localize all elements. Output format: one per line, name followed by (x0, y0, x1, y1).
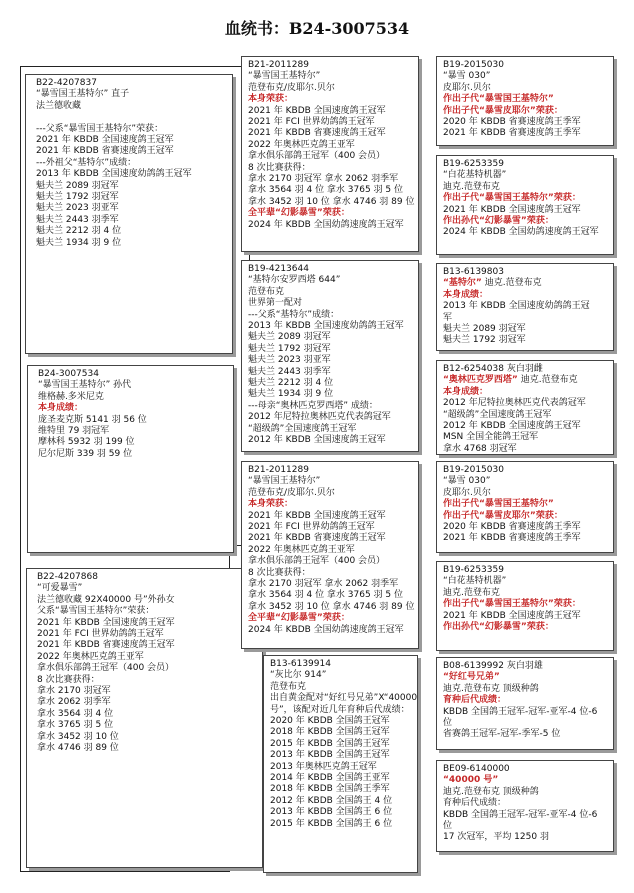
card-line: “超级鸽”全国速度鸽王冠军 (248, 423, 357, 434)
ring-number: B24-3007534 (38, 369, 99, 379)
card-line: 2018 年 KBDB 全国鸽王冠军 (270, 727, 390, 738)
card-line: 拿水 2170 羽冠军 拿水 2062 羽季军 (248, 174, 399, 185)
card-line: 2021 年 KBDB 全国速度鸽王冠军 (443, 204, 581, 215)
card-line: 本身成绩： (443, 386, 489, 397)
card-line: 全平辈“幻影暴雪”荣获： (248, 208, 350, 219)
card-line: 魁夫兰 2089 羽冠军 (443, 324, 526, 335)
card-line: “暴雪国王基特尔” 孙代 (38, 380, 132, 391)
card-line: 2013 年 KBDB 全国速度幼鸽鸽王冠军 (248, 321, 404, 332)
card-line: 尼尔尼斯 339 羽 59 位 (38, 448, 133, 459)
card-line: 作出子代“暴雪国王基特尔” (443, 94, 554, 105)
card-line: 2014 年 KBDB 全国鸽王亚军 (270, 773, 390, 784)
card-line: 全平辈“幻影暴雪”荣获： (248, 613, 350, 624)
ring-number: B08-6139992 灰白羽雄 (443, 661, 543, 671)
card-line: 迪克.范登布克 (443, 181, 500, 192)
card-line: 2013 年 KBDB 全国鸽王冠军 (270, 750, 390, 761)
card-line: “暴雪国王基特尔” (248, 71, 321, 82)
ancestor-card-6 (436, 561, 614, 651)
card-line: 2012 年尼特拉奥林匹克代表鸽冠军 (443, 398, 586, 409)
card-line: 作出子代“暴雪国王基特尔”荣获： (443, 599, 581, 610)
card-line: 2024 年 KBDB 全国幼鸽速度鸽王冠军 (248, 624, 404, 635)
card-line: 迪克.范登布克 顶级种鸽 (443, 683, 539, 694)
card-line: 魁夫兰 2089 羽冠军 (36, 180, 119, 191)
ring-number: B19-6253359 (443, 159, 504, 169)
card-line: 拿水 4768 羽冠军 (443, 443, 517, 454)
card-line: 魁夫兰 2023 羽亚军 (36, 203, 119, 214)
card-line: 本身荣获： (248, 94, 294, 105)
card-line: 拿水 3452 羽 10 位 拿水 4746 羽 89 位 (248, 601, 415, 612)
card-line: “暴雪国王基特尔” 直子 (36, 89, 130, 100)
card-line: 2021 年 KBDB 省赛速度鸽王冠军 (37, 640, 175, 651)
card-line: KBDB 全国鸽王冠军-冠军-亚军-4 位-6 (443, 706, 598, 717)
ring-number: B22-4207868 (37, 572, 98, 582)
card-line: 育种后代成绩： (443, 695, 507, 706)
card-line: 位 (443, 718, 453, 729)
card-line: 2021 年 KBDB 省赛速度鸽王季军 (443, 128, 581, 139)
card-line: 拿水 3452 羽 10 位 拿水 4746 羽 89 位 (248, 196, 415, 207)
ring-number: B19-6253359 (443, 565, 504, 575)
card-line: 魁夫兰 2212 羽 4 位 (36, 226, 122, 237)
card-line: 2012 年 KBDB 全国速度鸽王冠军 (443, 421, 581, 432)
ring-number: B19-4213644 (248, 264, 309, 274)
card-line: 维格赫.多米尼克 (38, 391, 104, 402)
card-line: 迪克.范登布克 顶级种鸽 (443, 786, 539, 797)
card-line: 2021 年 KBDB 省赛速度鸽王冠军 (248, 128, 386, 139)
card-line: “暴雪国王基特尔” (248, 476, 321, 487)
card-line: 2021 年 KBDB 省赛速度鸽王冠军 (248, 533, 386, 544)
ring-number: B22-4207837 (36, 78, 97, 88)
card-line: 2021 年 KBDB 全国速度鸽王冠军 (36, 135, 174, 146)
ancestor-card-1 (436, 56, 614, 146)
card-line: 8 次比赛获得： (37, 674, 100, 685)
ring-number: BE09-6140000 (443, 764, 510, 774)
card-line: MSN 全国全能鸽王冠军 (443, 432, 539, 443)
card-line: 2021 年 KBDB 省赛速度鸽王季军 (443, 533, 581, 544)
card-line: 2013 年 KBDB 全国速度幼鸽鸽王冠军 (36, 169, 192, 180)
card-line: 范登布克 (270, 681, 307, 692)
card-line: 省赛鸽王冠军-冠军-季军-5 位 (443, 729, 561, 740)
card-line: 魁夫兰 2023 羽亚军 (248, 355, 331, 366)
ancestor-card-7 (436, 657, 614, 750)
card-line: 世界第一配对 (248, 298, 303, 309)
card-line: ---父系“暴雪国王基特尔”荣获： (36, 123, 164, 134)
grandparent-card-1 (241, 56, 419, 252)
ring-number: B19-2015030 (443, 465, 504, 475)
card-line: 魁夫兰 1792 羽冠军 (248, 343, 331, 354)
card-line: 作出孙代“幻影暴雪”荣获： (443, 622, 554, 633)
card-line (36, 112, 226, 123)
card-line: 号”，该配对近几年育种后代成绩： (270, 704, 410, 715)
card-line: 育种后代成绩： (443, 798, 507, 809)
ancestor-card-4 (436, 360, 614, 455)
card-line: 作出孙代“幻影暴雪”荣获： (443, 216, 554, 227)
card-line: 作出子代“暴雪国王基特尔” (443, 499, 554, 510)
card-line: “基特尔安罗西塔 644” (248, 275, 341, 286)
card-line: “可爱暴雪” (37, 583, 83, 594)
connector-line (20, 871, 230, 872)
card-line: 本身成绩： (443, 289, 489, 300)
card-line: 拿水 2170 羽冠军 拿水 2062 羽季军 (248, 579, 399, 590)
card-line: 2012 年 KBDB 全国鸽王 4 位 (270, 795, 393, 806)
card-line: “暴雪 030” (443, 71, 491, 82)
ring-number: B21-2011289 (248, 465, 309, 475)
card-line: 拿水 3765 羽 5 位 (37, 720, 114, 731)
card-line: 拿水 3452 羽 10 位 (37, 731, 119, 742)
card-line: 魁夫兰 1934 羽 9 位 (248, 389, 334, 400)
ancestor-card-3 (436, 263, 614, 351)
card-line: 2021 年 FCI 世界幼鸽鸽王冠军 (248, 522, 375, 533)
card-line: 作出子代“暴雪皮耶尔”荣获： (443, 510, 563, 521)
card-line: 2024 年 KBDB 全国幼鸽速度鸽王冠军 (248, 219, 404, 230)
dam-card (26, 568, 263, 868)
page-title: 血统书：B24-3007534 (224, 19, 410, 38)
card-line: “超级鸽”全国速度鸽王冠军 (443, 409, 552, 420)
pigeon-name: “基特尔” (443, 278, 482, 289)
card-line: 2015 年 KBDB 全国鸽王冠军 (270, 738, 390, 749)
card-line: 魁夫兰 2089 羽冠军 (248, 332, 331, 343)
card-line: 魁夫兰 2212 羽 4 位 (248, 378, 334, 389)
card-line: 维特里 79 羽冠军 (38, 426, 110, 437)
card-line: 摩林科 5932 羽 199 位 (38, 437, 135, 448)
card-line: 2018 年 KBDB 全国鸽王季军 (270, 784, 390, 795)
card-line: 2022 年奥林匹克鸽王亚军 (37, 651, 144, 662)
card-line: 魁夫兰 1792 羽冠军 (443, 335, 526, 346)
card-line: 2013 年奥林匹克鸽王冠军 (270, 761, 377, 772)
card-line: 军 (443, 312, 453, 323)
card-line: 2012 年 KBDB 全国速度鸽王冠军 (248, 435, 386, 446)
card-line: ---父系“基特尔”成绩： (248, 309, 340, 320)
card-line: 拿水俱乐部鸽王冠军（400 会员） (248, 151, 386, 162)
card-line: 2021 年 KBDB 全国速度鸽王冠军 (248, 510, 386, 521)
card-line: 2020 年 KBDB 省赛速度鸽王季军 (443, 522, 581, 533)
sire-card (25, 74, 233, 354)
card-line: 拿水俱乐部鸽王冠军（400 会员） (248, 556, 386, 567)
card-line: 作出子代“暴雪皮耶尔”荣获： (443, 105, 563, 116)
ancestor-card-8 (436, 760, 614, 852)
card-line: 魁夫兰 1934 羽 9 位 (36, 237, 122, 248)
card-line: 2020 年 KBDB 省赛速度鸽王季军 (443, 117, 581, 128)
card-line: “白花基特机器” (443, 170, 507, 181)
card-line: 魁夫兰 1792 羽冠军 (36, 192, 119, 203)
card-line: 拿水 2170 羽冠军 (37, 686, 111, 697)
card-line: 8 次比赛获得： (248, 162, 311, 173)
card-line: 2013 年 KBDB 全国速度幼鸽鸽王冠 (443, 301, 590, 312)
ring-number: B19-2015030 (443, 60, 504, 70)
card-line: 位 (443, 821, 453, 832)
card-line (443, 375, 607, 386)
card-line: 拿水 3564 羽 4 位 拿水 3765 羽 5 位 (248, 185, 404, 196)
card-line: 皮耶尔.贝尔 (443, 487, 491, 498)
card-line-text: 迪克.范登布克 (481, 278, 542, 289)
card-line: ---外祖父“基特尔”成绩： (36, 157, 137, 168)
grandparent-card-2 (241, 260, 419, 452)
card-line: “好红号兄弟” (443, 672, 500, 683)
card-line: 2013 年 KBDB 全国鸽王 6 位 (270, 807, 393, 818)
card-line: 拿水 2062 羽季军 (37, 697, 111, 708)
ancestor-card-2 (436, 155, 614, 255)
card-line: 法兰德收藏 (36, 100, 82, 111)
card-line: 2020 年 KBDB 全国鸽王冠军 (270, 716, 390, 727)
connector-line (20, 66, 250, 67)
card-line: 魁夫兰 2443 羽季军 (248, 366, 331, 377)
ring-number: B12-6254038 灰白羽雌 (443, 364, 543, 374)
card-line: 2021 年 FCI 世界幼鸽鸽王冠军 (248, 117, 375, 128)
card-line: 2024 年 KBDB 全国幼鸽速度鸽王冠军 (443, 227, 599, 238)
ring-number: B21-2011289 (248, 60, 309, 70)
card-line: 庞圣麦克斯 5141 羽 56 位 (38, 414, 147, 425)
card-line: 出自黄金配对“好红号兄弟”X“40000 (270, 693, 418, 704)
card-line: 拿水 3564 羽 4 位 (37, 708, 114, 719)
grandparent-card-4 (263, 655, 418, 873)
card-line: 拿水俱乐部鸽王冠军（400 会员） (37, 663, 175, 674)
card-line: “白花基特机器” (443, 576, 507, 587)
connector-line (20, 66, 21, 872)
card-line: 2012 年尼特拉奥林匹克代表鸽冠军 (248, 412, 391, 423)
card-line: “40000 号” (443, 775, 499, 786)
ring-number: B13-6139803 (443, 267, 504, 277)
card-line: 父系“暴雪国王基特尔”荣获： (37, 606, 155, 617)
card-line: 本身成绩： (38, 403, 84, 414)
card-line: 2021 年 KBDB 省赛速度鸽王冠军 (36, 146, 174, 157)
ring-number: B13-6139914 (270, 659, 331, 669)
card-line: 8 次比赛获得： (248, 567, 311, 578)
card-line: 2021 年 FCI 世界幼鸽鸽王冠军 (37, 629, 164, 640)
pigeon-name: “奥林匹克罗西塔” (443, 375, 518, 386)
card-line: 2022 年奥林匹克鸽王亚军 (248, 544, 355, 555)
card-line: 魁夫兰 2443 羽季军 (36, 214, 119, 225)
card-line: 2015 年 KBDB 全国鸽王 6 位 (270, 818, 393, 829)
card-line: KBDB 全国鸽王冠军-冠军-亚军-4 位-6 (443, 809, 598, 820)
card-line: 本身荣获： (248, 499, 294, 510)
card-line (443, 278, 607, 289)
card-line: 法兰德收藏 92X40000 号”外孙女 (37, 594, 175, 605)
card-line: 范登布克/皮耶尔.贝尔 (248, 487, 335, 498)
card-line: 皮耶尔.贝尔 (443, 82, 491, 93)
card-line: “暴雪 030” (443, 476, 491, 487)
card-line: 2021 年 KBDB 全国速度鸽王冠军 (37, 617, 175, 628)
card-line: 2022 年奥林匹克鸽王亚军 (248, 139, 355, 150)
card-line: ---母亲“奥林匹克罗西塔” 成绩： (248, 400, 378, 411)
card-line: “灰比尔 914” (270, 670, 327, 681)
ancestor-card-5 (436, 461, 614, 553)
card-line: 2021 年 KBDB 全国速度鸽王冠军 (443, 610, 581, 621)
card-line: 拿水 4746 羽 89 位 (37, 743, 119, 754)
card-line: 2021 年 KBDB 全国速度鸽王冠军 (248, 105, 386, 116)
card-line: 范登布克 (248, 286, 285, 297)
card-line-text: 迪克.范登布克 (517, 375, 578, 386)
card-line: 拿水 3564 羽 4 位 拿水 3765 羽 5 位 (248, 590, 404, 601)
card-line: 17 次冠军，平均 1250 羽 (443, 832, 549, 843)
card-line: 范登布克/皮耶尔.贝尔 (248, 82, 335, 93)
grandparent-card-3 (241, 461, 419, 649)
card-line: 作出子代“暴雪国王基特尔”荣获： (443, 193, 581, 204)
subject-card (27, 365, 234, 553)
card-line: 迪克.范登布克 (443, 587, 500, 598)
